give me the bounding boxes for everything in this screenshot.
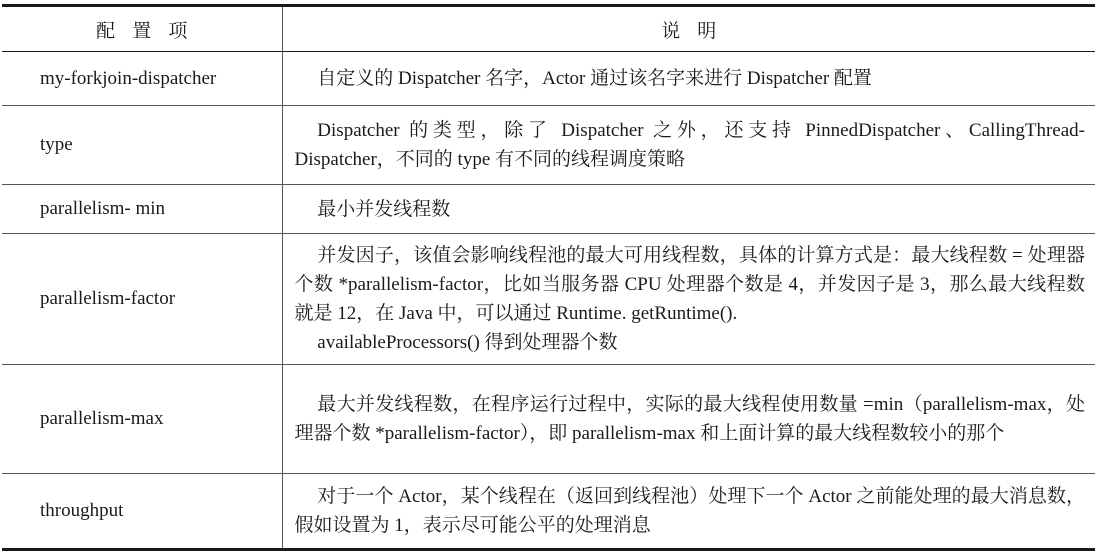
description-text: 自定义的 Dispatcher 名字，Actor 通过该名字来进行 Dispatcher 配置 [317, 68, 872, 89]
table-row [2, 474, 1095, 550]
config-key: parallelism-max [2, 365, 282, 474]
description-text: 对于一个 Actor，某个线程在（返回到线程池）处理下一个 Actor 之前能处理的最大消息数，假如设置为 1，表示尽可能公平的处理消息 [294, 486, 1085, 536]
header-description: 说明 [282, 6, 1095, 52]
table-row [2, 52, 1095, 106]
config-description [282, 474, 1095, 550]
config-key: my-forkjoin-dispatcher [2, 52, 282, 106]
description-text: 最小并发线程数 [317, 198, 451, 220]
config-key: type [2, 106, 282, 185]
config-description [282, 52, 1095, 106]
table-row [2, 234, 1095, 365]
header-config-item: 配置项 [2, 6, 282, 52]
config-description [282, 185, 1095, 234]
config-table [2, 4, 1095, 551]
config-description [282, 365, 1095, 474]
table-header-row [2, 6, 1095, 52]
config-description [282, 106, 1095, 185]
description-text-continued: availableProcessors() 得到处理器个数 [317, 332, 618, 353]
config-key: parallelism-factor [2, 234, 282, 365]
config-table-container [2, 4, 1095, 551]
description-text: Dispatcher 的类型，除了 Dispatcher 之外，还支持 PinnedDispatcher、CallingThread-Dispatcher，不同的 type 有不同的线程调度策略 [294, 120, 1085, 170]
config-key: parallelism- min [2, 185, 282, 234]
description-text: 并发因子，该值会影响线程池的最大可用线程数，具体的计算方式是：最大线程数 = 处理器个数 *parallelism-factor，比如当服务器 CPU 处理器个数是 4，并发因子是 3，那么最大线程数就是 12，在 Java 中，可以通过 Runtime. getRuntime(). [294, 245, 1085, 324]
table-row [2, 106, 1095, 185]
table-row [2, 365, 1095, 474]
description-text: 最大并发线程数，在程序运行过程中，实际的最大线程使用数量 =min（parallelism-max，处理器个数 *parallelism-factor），即 parallelism-max 和上面计算的最大线程数较小的那个 [294, 394, 1085, 444]
table-row [2, 185, 1095, 234]
config-key: throughput [2, 474, 282, 550]
config-description [282, 234, 1095, 365]
